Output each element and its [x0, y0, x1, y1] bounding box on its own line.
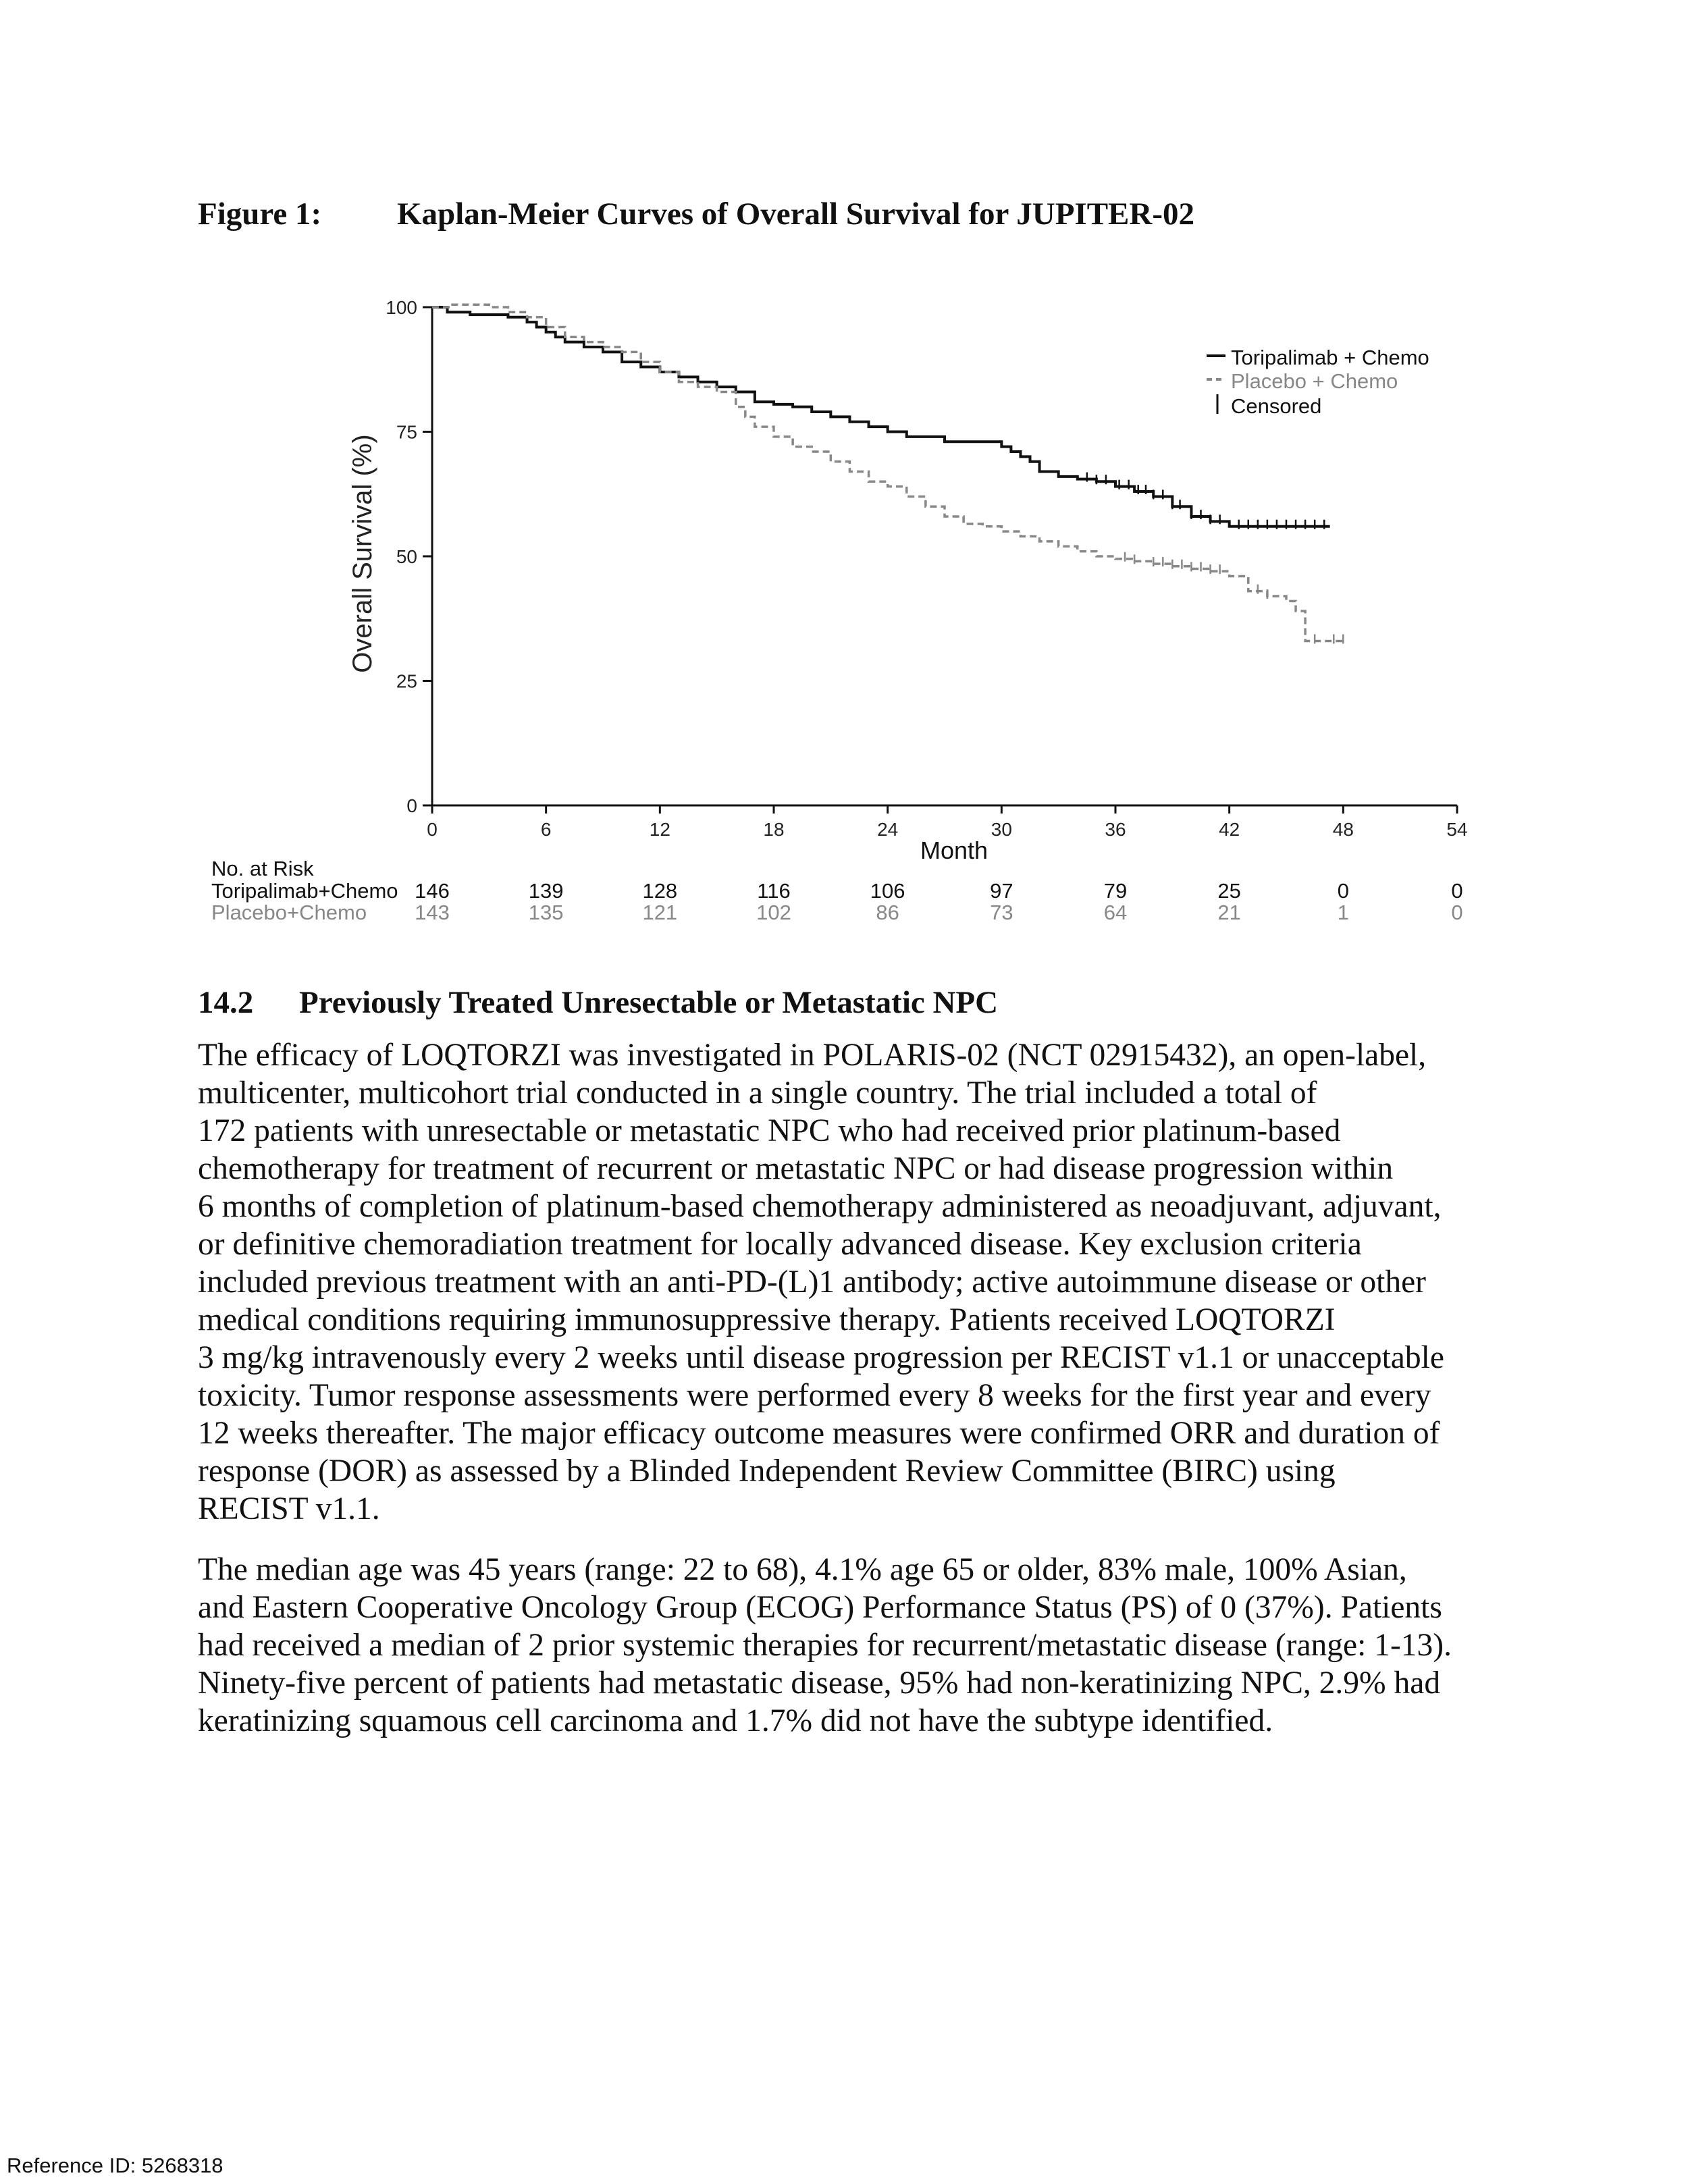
text-line: or definitive chemoradiation treatment for locally advanced disease. Key exclusion criteria — [198, 1227, 1362, 1262]
risk-value: 21 — [1217, 901, 1241, 924]
risk-value: 106 — [870, 879, 905, 903]
figure-title: Kaplan-Meier Curves of Overall Survival for JUPITER-02 — [397, 196, 1194, 232]
text-line: and Eastern Cooperative Oncology Group (ECOG) Performance Status (PS) of 0 (37%). Patients — [198, 1590, 1442, 1625]
text-line: RECIST v1.1. — [198, 1491, 380, 1526]
paragraph-study-design — [198, 1036, 1521, 1528]
risk-value: 0 — [1451, 879, 1463, 903]
section-title: Previously Treated Unresectable or Metastatic NPC — [299, 985, 999, 1020]
series-layer — [432, 304, 1343, 641]
x-tick-label: 54 — [1446, 819, 1468, 840]
legend-label-censored: Censored — [1231, 394, 1322, 418]
legend-label-toripalimab: Toripalimab + Chemo — [1231, 346, 1429, 369]
text-line: 12 weeks thereafter. The major efficacy outcome measures were confirmed ORR and duration of — [198, 1416, 1440, 1451]
text-line: The efficacy of LOQTORZI was investigated in POLARIS-02 (NCT 02915432), an open-label, — [198, 1038, 1427, 1073]
x-tick-label: 48 — [1332, 819, 1354, 840]
risk-value: 143 — [415, 901, 450, 924]
risk-value: 86 — [876, 901, 899, 924]
risk-value: 0 — [1337, 879, 1349, 903]
risk-value: 79 — [1103, 879, 1128, 903]
risk-value: 1 — [1337, 901, 1349, 924]
risk-value: 139 — [528, 879, 564, 903]
x-tick-label: 42 — [1219, 819, 1240, 840]
y-tick-label: 25 — [396, 670, 417, 692]
risk-value: 102 — [756, 901, 791, 924]
section-heading — [198, 984, 998, 1021]
risk-table-header: No. at Risk — [211, 857, 314, 880]
x-tick-label: 0 — [427, 819, 438, 840]
risk-value: 135 — [528, 901, 564, 924]
legend-label-placebo: Placebo + Chemo — [1231, 369, 1398, 393]
text-line: keratinizing squamous cell carcinoma and 1.7% did not have the subtype identified. — [198, 1703, 1273, 1738]
risk-value: 64 — [1103, 901, 1128, 924]
x-tick-label: 36 — [1105, 819, 1126, 840]
text-line: had received a median of 2 prior systemic therapies for recurrent/metastatic disease (range: 1-13). — [198, 1628, 1452, 1663]
risk-value: 0 — [1451, 901, 1463, 924]
km-chart — [0, 270, 1688, 959]
y-tick-label: 50 — [396, 546, 417, 567]
y-axis-label: Overall Survival (%) — [348, 434, 377, 673]
text-line: response (DOR) as assessed by a Blinded Independent Review Committee (BIRC) using — [198, 1454, 1336, 1489]
text-line: included previous treatment with an anti-PD-(L)1 antibody; active autoimmune disease or other — [198, 1264, 1426, 1300]
x-axis-label: Month — [920, 836, 988, 864]
risk-row-label-placebo: Placebo+Chemo — [211, 901, 367, 924]
paragraph-demographics — [198, 1551, 1521, 1740]
text-line: 6 months of completion of platinum-based chemotherapy administered as neoadjuvant, adjuvant, — [198, 1189, 1442, 1224]
legend — [1207, 346, 1429, 418]
risk-value: 128 — [642, 879, 678, 903]
text-line: medical conditions requiring immunosuppressive therapy. Patients received LOQTORZI — [198, 1302, 1336, 1337]
risk-row-label-toripalimab: Toripalimab+Chemo — [211, 879, 398, 903]
risk-value: 73 — [990, 901, 1013, 924]
y-tick-label: 0 — [406, 795, 417, 816]
text-line: chemotherapy for treatment of recurrent or metastatic NPC or had disease progression within — [198, 1151, 1394, 1186]
text-line: toxicity. Tumor response assessments were performed every 8 weeks for the first year and every — [198, 1378, 1431, 1413]
risk-value: 116 — [757, 879, 791, 903]
reference-id: Reference ID: 5268318 — [7, 2154, 223, 2177]
risk-value: 25 — [1217, 879, 1241, 903]
x-tick-label: 18 — [763, 819, 785, 840]
series-line-toripalimab — [432, 307, 1330, 527]
y-tick-label: 75 — [396, 421, 417, 443]
x-tick-label: 6 — [540, 819, 552, 840]
risk-value: 121 — [642, 901, 678, 924]
x-tick-label: 30 — [991, 819, 1012, 840]
text-line: Ninety-five percent of patients had metastatic disease, 95% had non-keratinizing NPC, 2.9% had — [198, 1666, 1441, 1701]
text-line: 172 patients with unresectable or metastatic NPC who had received prior platinum-based — [198, 1113, 1341, 1148]
x-ticks — [427, 805, 1467, 840]
section-number: 14.2 — [198, 985, 254, 1020]
series-line-placebo — [432, 304, 1343, 641]
x-tick-label: 12 — [649, 819, 670, 840]
text-line: multicenter, multicohort trial conducted in a single country. The trial included a total of — [198, 1075, 1317, 1111]
figure-number: Figure 1: — [198, 196, 322, 232]
risk-value: 146 — [415, 879, 450, 903]
text-line: 3 mg/kg intravenously every 2 weeks until disease progression per RECIST v1.1 or unacceptable — [198, 1340, 1444, 1375]
risk-value: 97 — [990, 879, 1013, 903]
y-tick-label: 100 — [386, 297, 417, 318]
text-line: The median age was 45 years (range: 22 to 68), 4.1% age 65 or older, 83% male, 100% Asian, — [198, 1552, 1407, 1587]
y-ticks — [386, 297, 432, 816]
x-tick-label: 24 — [877, 819, 899, 840]
risk-values — [415, 879, 1462, 924]
figure-caption — [198, 196, 1194, 232]
